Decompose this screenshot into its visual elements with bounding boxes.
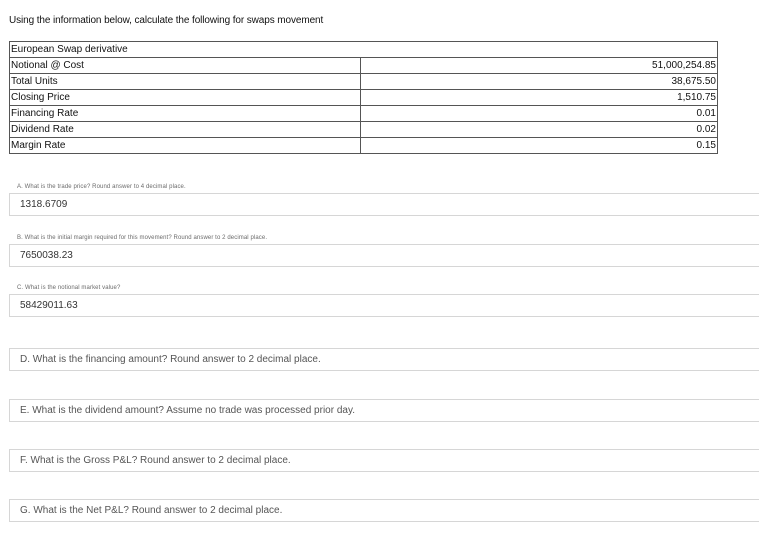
table-header-row [10,42,718,58]
table-header: European Swap derivative [10,42,718,58]
row-value: 1,510.75 [361,90,718,106]
row-label: Notional @ Cost [10,58,361,74]
row-value: 38,675.50 [361,74,718,90]
row-label: Dividend Rate [10,122,361,138]
question-f [9,446,759,472]
answer-d-field[interactable]: D. What is the financing amount? Round answer to 2 decimal place. [9,348,759,371]
row-value: 0.01 [361,106,718,122]
row-label: Financing Rate [10,106,361,122]
answer-a-field[interactable]: 1318.6709 [9,193,759,216]
answer-e-field[interactable]: E. What is the dividend amount? Assume no trade was processed prior day. [9,399,759,422]
question-g [9,496,759,522]
row-value: 0.15 [361,138,718,154]
question-c-label: C. What is the notional market value? [17,285,121,291]
table-row [10,58,718,74]
table-row [10,106,718,122]
answer-f-field[interactable]: F. What is the Gross P&L? Round answer to 2 decimal place. [9,449,759,472]
answer-c-field[interactable]: 58429011.63 [9,294,759,317]
row-label: Closing Price [10,90,361,106]
row-value: 0.02 [361,122,718,138]
question-e [9,396,759,422]
instructions-text: Using the information below, calculate the following for swaps movement [9,15,324,26]
table-row [10,90,718,106]
table-row [10,74,718,90]
row-label: Margin Rate [10,138,361,154]
row-value: 51,000,254.85 [361,58,718,74]
question-c [9,285,759,317]
table-row [10,138,718,154]
question-b [9,235,759,267]
question-a-label: A. What is the trade price? Round answer to 4 decimal place. [17,184,186,190]
question-d [9,345,759,371]
question-a [9,184,759,216]
table-row [10,122,718,138]
answer-b-field[interactable]: 7650038.23 [9,244,759,267]
answer-g-field[interactable]: G. What is the Net P&L? Round answer to 2 decimal place. [9,499,759,522]
question-b-label: B. What is the initial margin required for this movement? Round answer to 2 decimal place. [17,235,268,241]
row-label: Total Units [10,74,361,90]
swap-data-table [9,41,718,154]
